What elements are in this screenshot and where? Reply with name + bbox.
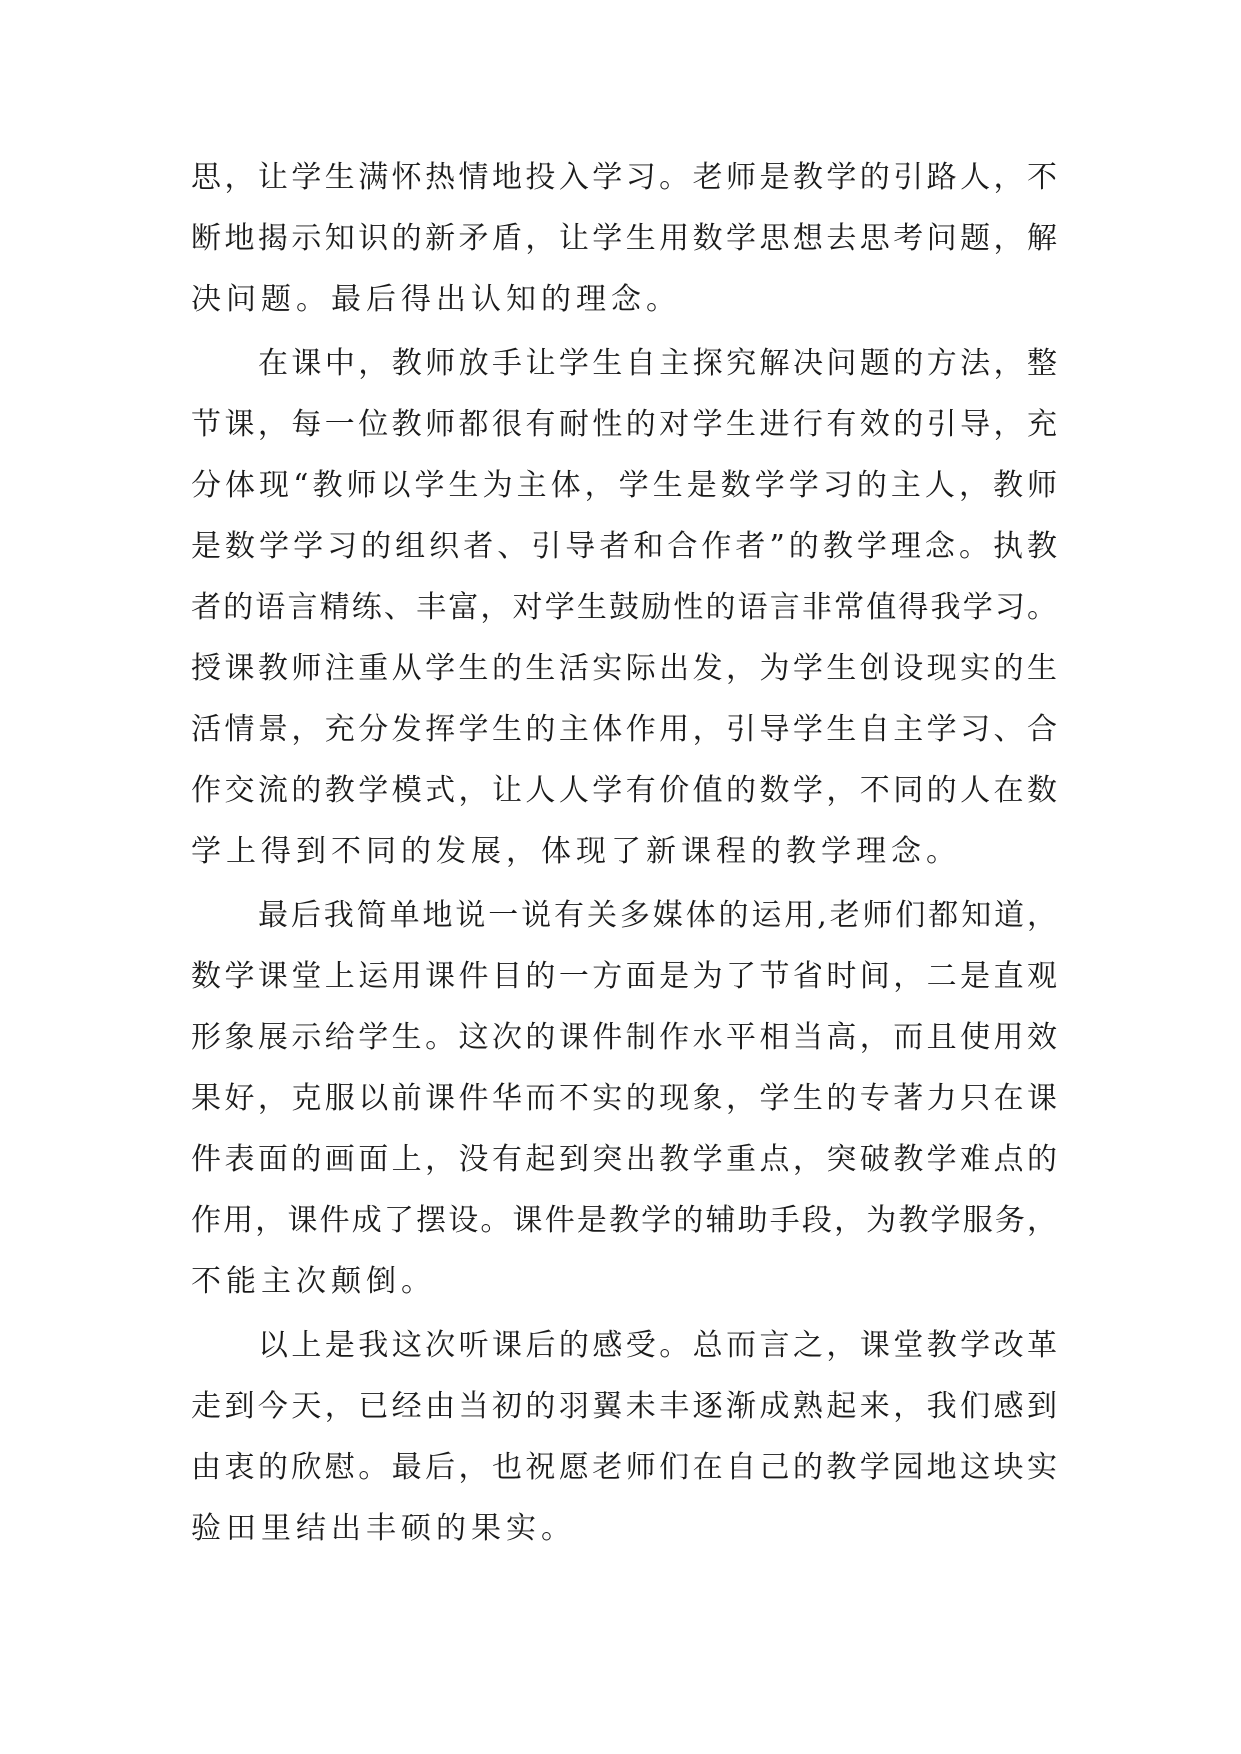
text-line: 节课，每一位教师都很有耐性的对学生进行有效的引导，充 <box>191 407 1057 442</box>
text-line: 件表面的画面上，没有起到突出教学重点，突破教学难点的 <box>191 1142 1057 1177</box>
text-line: 验田里结出丰硕的果实。 <box>191 1511 576 1546</box>
text-line: 思，让学生满怀热情地投入学习。老师是教学的引路人，不 <box>191 160 1057 195</box>
text-line: 形象展示给学生。这次的课件制作水平相当高，而且使用效 <box>191 1020 1057 1055</box>
text-line: 活情景，充分发挥学生的主体作用，引导学生自主学习、合 <box>191 712 1057 747</box>
text-line: 断地揭示知识的新矛盾，让学生用数学思想去思考问题，解 <box>191 221 1057 256</box>
text-line: 是数学学习的组织者、引导者和合作者”的教学理念。执教 <box>191 529 1057 564</box>
paragraph-4 <box>191 1326 1057 1549</box>
text-line: 数学课堂上运用课件目的一方面是为了节省时间，二是直观 <box>191 959 1057 994</box>
text-line: 最后我简单地说一说有关多媒体的运用,老师们都知道， <box>258 898 1057 933</box>
paragraph-3 <box>191 896 1057 1302</box>
text-line: 走到今天，已经由当初的羽翼未丰逐渐成熟起来，我们感到 <box>191 1389 1057 1424</box>
paragraph-2 <box>191 344 1057 872</box>
document-body <box>191 158 1057 1570</box>
text-line: 者的语言精练、丰富，对学生鼓励性的语言非常值得我学习。 <box>191 590 1057 625</box>
text-line: 作交流的教学模式，让人人学有价值的数学，不同的人在数 <box>191 773 1057 808</box>
text-line: 分体现“教师以学生为主体，学生是数学学习的主人，教师 <box>191 468 1057 503</box>
text-line: 决问题。最后得出认知的理念。 <box>191 282 681 317</box>
text-line: 作用，课件成了摆设。课件是教学的辅助手段，为教学服务， <box>191 1203 1057 1238</box>
text-line: 在课中，教师放手让学生自主探究解决问题的方法，整 <box>258 346 1057 381</box>
text-line: 以上是我这次听课后的感受。总而言之，课堂教学改革 <box>258 1328 1057 1363</box>
text-line: 授课教师注重从学生的生活实际出发，为学生创设现实的生 <box>191 651 1057 686</box>
text-line: 由衷的欣慰。最后，也祝愿老师们在自己的教学园地这块实 <box>191 1450 1057 1485</box>
text-line: 学上得到不同的发展，体现了新课程的教学理念。 <box>191 834 961 869</box>
text-line: 不能主次颠倒。 <box>191 1264 436 1299</box>
text-line: 果好，克服以前课件华而不实的现象，学生的专著力只在课 <box>191 1081 1057 1116</box>
paragraph-1 <box>191 158 1057 320</box>
